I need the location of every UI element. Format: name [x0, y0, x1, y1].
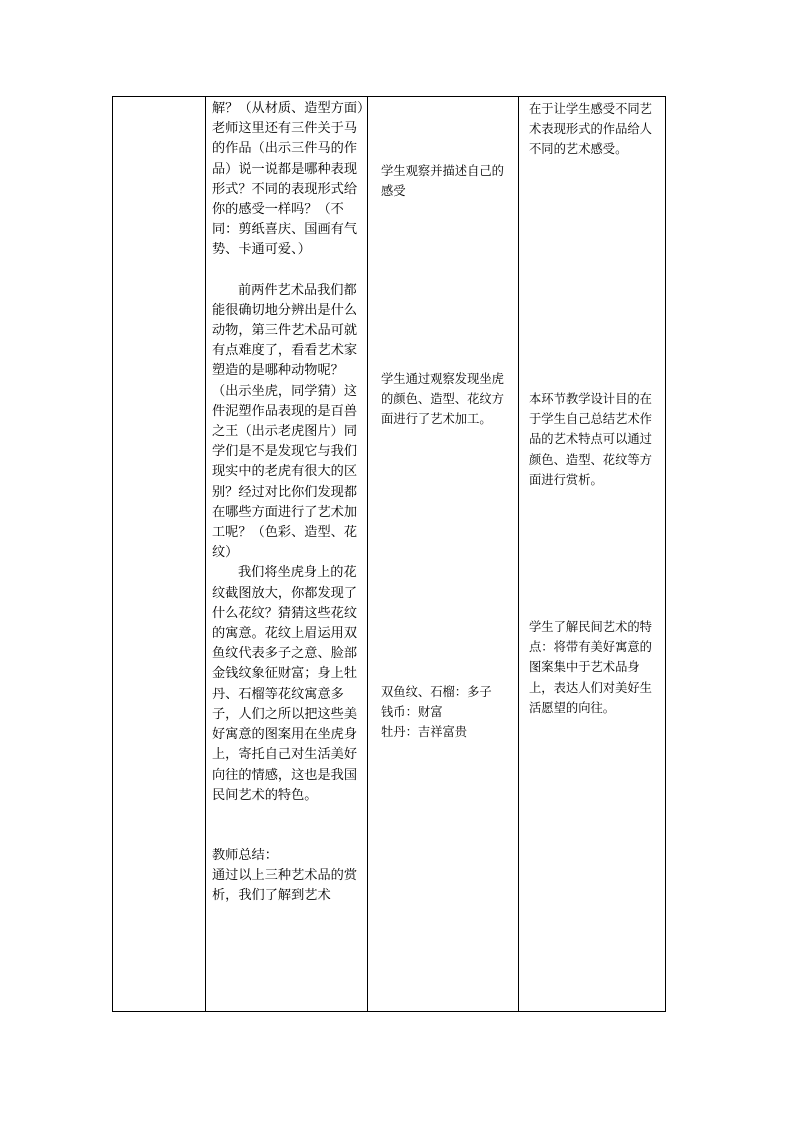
student-activity-cell [375, 682, 519, 743]
teacher-text: 前两件艺术品我们都能很确切地分辨出是什么动物，第三件艺术品可就有点难度了，看看艺术家塑造的是哪种动物呢？（出示坐虎，同学猜）这件泥塑作品表现的是百兽之王（出示老虎图片）同学们是不是发现它与我们现实中的老虎有很大的区别？经过对比你们发现都在哪些方面进行了艺术加工呢？（色彩、造型、花纹） [212, 282, 358, 561]
student-text: 学生通过观察发现坐虎的颜色、造型、花纹方面进行了艺术加工。 [381, 372, 504, 427]
design-intent-cell [523, 99, 667, 160]
teacher-text: 老师这里还有三件关于马的作品（出示三件马的作品）说一说都是哪种表现形式？不同的表现形式给你的感受一样吗？（不同：剪纸喜庆、国画有气势、卡通可爱、） [212, 121, 358, 258]
student-activity-cell [375, 161, 519, 201]
teacher-text: 我们将坐虎身上的花纹截图放大，你都发现了什么花纹？猜猜这些花纹的寓意。花纹上眉运用双鱼纹代表多子之意、脸部金钱纹象征财富；身上牡丹、石榴等花纹寓意多子，人们之所以把这些美好寓意的图案用在坐虎身上，寄托自己对生活美好向往的情感，这也是我国民间艺术的特色。 [212, 565, 358, 803]
intent-text: 学生了解民间艺术的特点：将带有美好寓意的图案集中于艺术品身上，表达人们对美好生活愿望的向往。 [529, 620, 652, 715]
design-intent-cell [523, 617, 667, 718]
column-divider [518, 97, 519, 1011]
teacher-activity-cell [206, 99, 371, 907]
lesson-plan-table [112, 96, 666, 1012]
teacher-text: 通过以上三种艺术品的赏析，我们了解到艺术 [212, 868, 358, 904]
intent-text: 本环节教学设计目的在于学生自己总结艺术作品的艺术特点可以通过颜色、造型、花纹等方面进行赏析。 [529, 392, 652, 487]
student-text: 牡丹：吉祥富贵 [381, 725, 468, 740]
design-intent-cell [523, 389, 667, 490]
student-text: 学生观察并描述自己的感受 [381, 164, 504, 199]
teacher-text: 解？（从材质、造型方面） [212, 101, 371, 116]
teacher-summary-heading: 教师总结： [212, 847, 278, 863]
intent-text: 在于让学生感受不同艺术表现形式的作品给人不同的艺术感受。 [529, 102, 652, 157]
student-text: 钱币：财富 [381, 705, 443, 720]
student-text: 双鱼纹、石榴：多子 [381, 685, 492, 699]
student-activity-cell [375, 369, 519, 430]
